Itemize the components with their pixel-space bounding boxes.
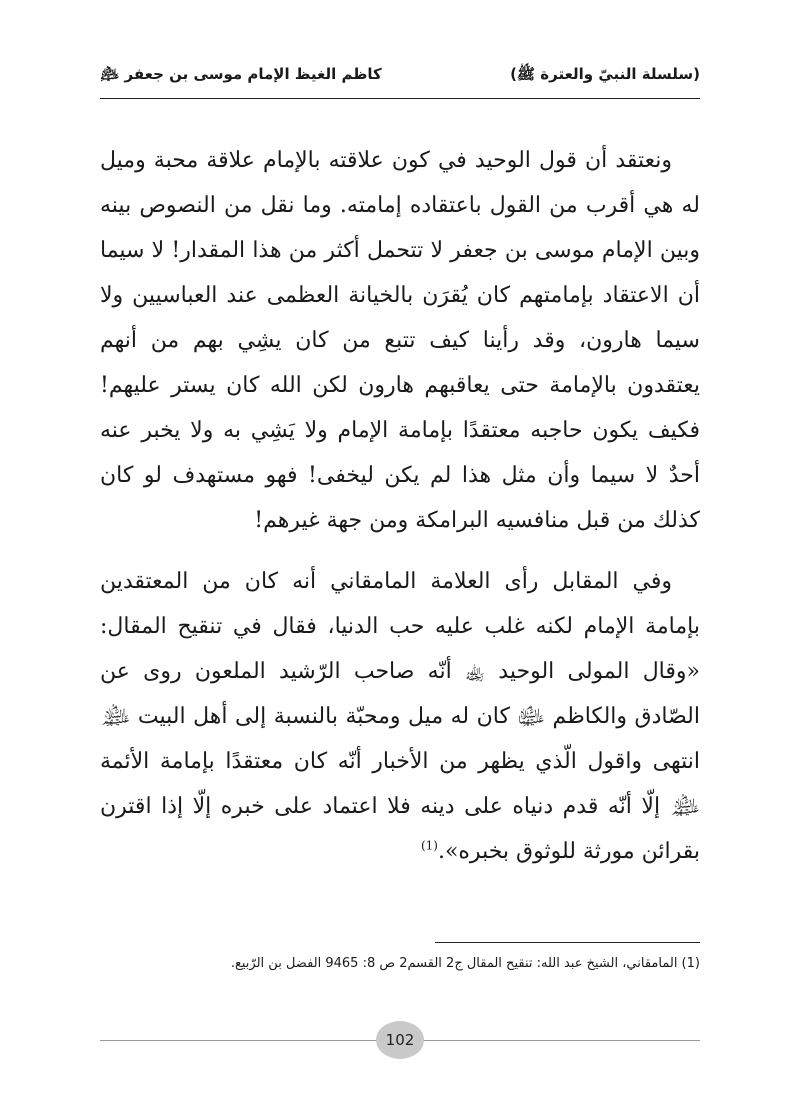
body-text [100,138,700,874]
paragraph-1: ونعتقد أن قول الوحيد في كون علاقته بالإمام علاقة محبة وميل له هي أقرب من القول باعتقاده إمامته. وما نقل من النصوص بينه وبين الإمام موسى بن جعفر لا تتحمل أكثر من هذا المقدار! لا سيما أن الاعتقاد بإمامتهم كان يُقرَن بالخيانة العظمى عند العباسيين ولا سيما هارون، وقد رأينا كيف تتبع من كان يشِي بهم من أنهم يعتقدون بالإمامة حتى يعاقبهم هارون لكن الله كان يستر عليهم! فكيف يكون حاجبه معتقدًا بإمامة الإمام ولا يَشِي به ولا يخبر عنه أحدٌ لا سيما وأن مثل هذا لم يكن ليخفى! فهو مستهدف لو كان كذلك من قبل منافسيه البرامكة ومن جهة غيرهم! [100,148,700,533]
footnote-reference[interactable]: (1) [420,838,438,853]
paragraph-2-text: وفي المقابل رأى العلامة المامقاني أنه كان من المعتقدين بإمامة الإمام لكنه غلب عليه حب الدنيا، فقال في تنقيح المقال: «وقال المولى الوحيد ﵀ أنّه صاحب الرّشيد الملعون روى عن الصّادق والكاظم ﵉ كان له ميل ومحبّة بالنسبة إلى أهل البيت ﵈ انتهى واقول الّذي يظهر من الأخبار أنّه كان معتقدًا بإمامة الأئمة ﵈ إلّا أنّه قدم دنياه على دينه فلا اعتماد على خبره إلّا إذا اقترن بقرائن مورثة للوثوق بخبره». [100,569,700,864]
chapter-title: كاظم الغيظ الإمام موسى بن جعفر ﵇ [100,65,382,83]
footnote-divider [435,942,700,943]
footnote: (1) المامقاني، الشيخ عبد الله: تنقيح المقال ج2 القسم2 ص 8: 9465 الفضل بن الرّبيع. [230,956,700,971]
header-divider [100,98,700,99]
running-header [100,58,700,94]
paragraph-2 [100,559,700,874]
series-title: (سلسلة النبيّ والعترة ﷺ) [510,65,700,83]
page-number: 102 [376,1021,424,1059]
